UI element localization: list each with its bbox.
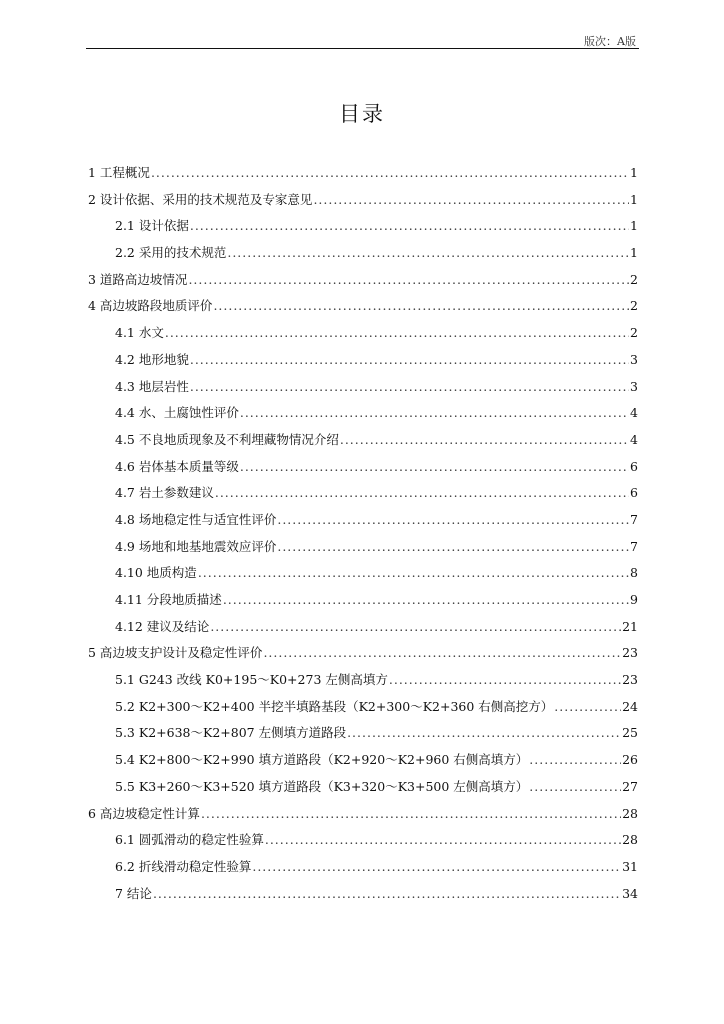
toc-entry-label: 5.2 K2+300～K2+400 半挖半填路基段（K2+300～K2+360 右侧高挖方）: [115, 698, 554, 714]
toc-entry-page: 24: [622, 698, 638, 714]
toc-entry[interactable]: [88, 640, 638, 667]
toc-entry[interactable]: [88, 801, 638, 828]
toc-entry[interactable]: [88, 213, 638, 240]
toc-entry-page: 25: [622, 725, 638, 741]
toc-entry-page: 1: [630, 245, 638, 261]
toc-dot-leader: [227, 240, 629, 267]
toc-dot-leader: [240, 454, 629, 481]
toc-entry-page: 1: [630, 191, 638, 207]
toc-dot-leader: [210, 614, 621, 641]
toc-entry-page: 6: [630, 485, 638, 501]
toc-entry-label: 5 高边坡支护设计及稳定性评价: [88, 645, 263, 661]
toc-entry-label: 4.7 岩土参数建议: [115, 485, 214, 501]
toc-dot-leader: [188, 267, 629, 294]
toc-entry[interactable]: [88, 507, 638, 534]
toc-dot-leader: [340, 427, 629, 454]
toc-entry-label: 5.3 K2+638～K2+807 左侧填方道路段: [115, 725, 347, 741]
toc-entry[interactable]: [88, 667, 638, 694]
toc-entry-page: 7: [630, 538, 638, 554]
toc-entry[interactable]: [88, 720, 638, 747]
toc-dot-leader: [198, 560, 629, 587]
toc-dot-leader: [389, 667, 621, 694]
toc-entry-label: 2.1 设计依据: [115, 218, 189, 234]
toc-entry-label: 4.5 不良地质现象及不利埋藏物情况介绍: [115, 431, 339, 447]
toc-entry-label: 4.4 水、土腐蚀性评价: [115, 405, 239, 421]
toc-entry-label: 6 高边坡稳定性计算: [88, 805, 200, 821]
toc-entry-page: 2: [630, 298, 638, 314]
toc-dot-leader: [529, 747, 621, 774]
toc-entry[interactable]: [88, 400, 638, 427]
toc-entry-label: 5.5 K3+260～K3+520 填方道路段（K3+320～K3+500 左侧高填方）: [115, 778, 529, 794]
toc-entry-page: 1: [630, 218, 638, 234]
toc-entry-page: 3: [630, 378, 638, 394]
toc-entry-page: 23: [622, 672, 638, 688]
toc-entry-page: 4: [630, 405, 638, 421]
toc-entry-label: 6.2 折线滑动稳定性验算: [115, 858, 252, 874]
toc-entry-page: 27: [622, 778, 638, 794]
toc-entry-page: 8: [630, 565, 638, 581]
header-divider: [86, 48, 639, 49]
toc-dot-leader: [240, 400, 629, 427]
version-label: 版次：A版: [584, 35, 636, 48]
toc-entry-page: 2: [630, 325, 638, 341]
toc-dot-leader: [190, 213, 629, 240]
toc-entry[interactable]: [88, 747, 638, 774]
toc-entry-label: 4 高边坡路段地质评价: [88, 298, 213, 314]
toc-dot-leader: [554, 694, 621, 721]
toc-entry[interactable]: [88, 587, 638, 614]
toc-entry[interactable]: [88, 374, 638, 401]
toc-entry[interactable]: [88, 534, 638, 561]
toc-entry-label: 4.3 地层岩性: [115, 378, 189, 394]
toc-entry[interactable]: [88, 854, 638, 881]
toc-entry-label: 7 结论: [115, 885, 152, 901]
toc-entry[interactable]: [88, 614, 638, 641]
toc-dot-leader: [190, 347, 629, 374]
toc-dot-leader: [201, 801, 621, 828]
toc-entry[interactable]: [88, 827, 638, 854]
toc-dot-leader: [263, 640, 621, 667]
toc-dot-leader: [265, 827, 621, 854]
toc-dot-leader: [151, 160, 629, 187]
toc-dot-leader: [277, 534, 629, 561]
toc-entry[interactable]: [88, 694, 638, 721]
toc-entry-label: 4.10 地质构造: [115, 565, 197, 581]
toc-entry-label: 4.11 分段地质描述: [115, 592, 222, 607]
toc-entry[interactable]: [88, 480, 638, 507]
toc-entry-label: 4.1 水文: [115, 325, 164, 341]
toc-entry[interactable]: [88, 454, 638, 481]
toc-dot-leader: [153, 881, 621, 908]
toc-entry-page: 26: [622, 752, 638, 768]
toc-entry-page: 23: [622, 645, 638, 661]
toc-entry-page: 1: [630, 165, 638, 180]
toc-entry-page: 4: [630, 431, 638, 447]
toc-entry-label: 5.4 K2+800～K2+990 填方道路段（K2+920～K2+960 右侧高填方）: [115, 752, 529, 768]
toc-entry-page: 28: [622, 805, 638, 821]
toc-entry[interactable]: [88, 320, 638, 347]
toc-entry-label: 6.1 圆弧滑动的稳定性验算: [115, 832, 264, 848]
toc-entry-label: 4.2 地形地貌: [115, 351, 189, 367]
toc-entry-label: 4.8 场地稳定性与适宜性评价: [115, 511, 277, 527]
toc-dot-leader: [190, 374, 629, 401]
toc-dot-leader: [529, 774, 621, 801]
toc-entry-page: 2: [630, 271, 638, 287]
toc-entry-page: 31: [622, 858, 638, 874]
toc-dot-leader: [213, 293, 629, 320]
toc-dot-leader: [277, 507, 629, 534]
toc-entry-page: 9: [630, 592, 638, 607]
toc-dot-leader: [252, 854, 621, 881]
toc-entry-label: 4.9 场地和地基地震效应评价: [115, 538, 277, 554]
toc-entry-label: 2 设计依据、采用的技术规范及专家意见: [88, 191, 313, 207]
table-of-contents: [88, 160, 638, 907]
toc-dot-leader: [165, 320, 629, 347]
toc-entry-page: 34: [622, 885, 638, 901]
toc-entry-page: 6: [630, 458, 638, 474]
toc-entry-page: 28: [622, 832, 638, 848]
toc-dot-leader: [313, 187, 629, 214]
toc-entry[interactable]: [88, 427, 638, 454]
toc-entry-label: 3 道路高边坡情况: [88, 271, 188, 287]
toc-entry-label: 1 工程概况: [88, 165, 150, 180]
toc-entry[interactable]: [88, 240, 638, 267]
toc-entry[interactable]: [88, 560, 638, 587]
toc-entry[interactable]: [88, 160, 638, 187]
toc-entry-label: 5.1 G243 改线 K0+195～K0+273 左侧高填方: [115, 672, 388, 688]
page-title: 目录: [339, 102, 385, 126]
toc-dot-leader: [215, 480, 629, 507]
toc-entry[interactable]: [88, 293, 638, 320]
toc-entry[interactable]: [88, 187, 638, 214]
toc-entry[interactable]: [88, 267, 638, 294]
toc-dot-leader: [223, 587, 629, 614]
toc-dot-leader: [347, 720, 621, 747]
toc-entry-page: 21: [622, 618, 638, 634]
toc-entry[interactable]: [88, 774, 638, 801]
toc-entry[interactable]: [88, 881, 638, 908]
toc-entry-page: 7: [630, 511, 638, 527]
toc-entry-page: 3: [630, 351, 638, 367]
toc-entry[interactable]: [88, 347, 638, 374]
toc-entry-label: 4.6 岩体基本质量等级: [115, 458, 239, 474]
toc-entry-label: 2.2 采用的技术规范: [115, 245, 227, 261]
toc-entry-label: 4.12 建议及结论: [115, 618, 210, 634]
